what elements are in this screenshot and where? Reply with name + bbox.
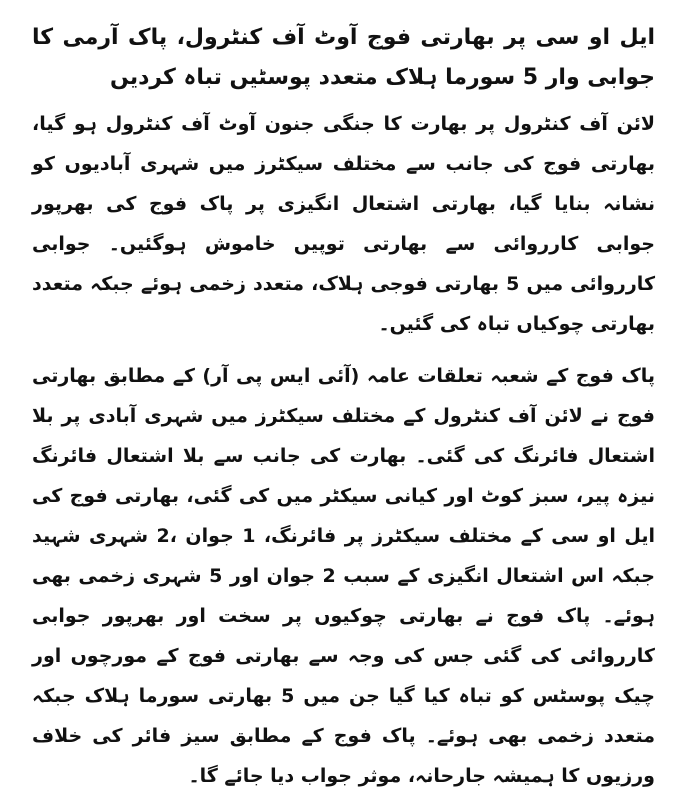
news-article [32, 18, 655, 796]
article-paragraph-2: پاک فوج کے شعبہ تعلقات عامہ (آئی ایس پی آر) کے مطابق بھارتی فوج نے لائن آف کنٹرول کے مختلف سیکٹرز میں شہری آبادی پر بلا اشتعال فائرنگ کی گئی۔ بھارت کی جانب سے بلا اشتعال فائرنگ نیزہ پیر، سبز کوٹ اور کیانی سیکٹر میں کی گئی، بھارتی فوج کی ایل او سی کے مختلف سیکٹرز پر فائرنگ، 1 جوان ،2 شہری شہید جبکہ اس اشتعال انگیزی کے سبب 2 جوان اور 5 شہری زخمی بھی ہوئے۔ پاک فوج نے بھارتی چوکیوں پر سخت اور بھرپور جوابی کارروائی کی گئی جس کی وجہ سے بھارتی فوج کے مورچوں اور چیک پوسٹس کو تباہ کیا گیا جن میں 5 بھارتی سورما ہلاک جبکہ متعدد زخمی بھی ہوئے۔ پاک فوج کے مطابق سیز فائر کی خلاف ورزیوں کا ہمیشہ جارحانہ، موثر جواب دیا جائے گا۔ [32, 365, 655, 787]
article-paragraph-1: لائن آف کنٹرول پر بھارت کا جنگی جنون آوٹ آف کنٹرول ہو گیا، بھارتی فوج کی جانب سے مختلف سیکٹرز میں شہری آبادیوں کو نشانہ بنایا گیا، بھارتی اشتعال انگیزی پر پاک فوج کی بھرپور جوابی کارروائی سے بھارتی توپیں خاموش ہوگئیں۔ جوابی کارروائی میں 5 بھارتی فوجی ہلاک، متعدد زخمی ہوئے جبکہ متعدد بھارتی چوکیاں تباہ کی گئیں۔ [32, 113, 655, 335]
article-headline: ایل او سی پر بھارتی فوج آوٹ آف کنٹرول، پاک آرمی کا جوابی وار 5 سورما ہلاک متعدد پوسٹیں تباہ کردیں [32, 25, 655, 90]
